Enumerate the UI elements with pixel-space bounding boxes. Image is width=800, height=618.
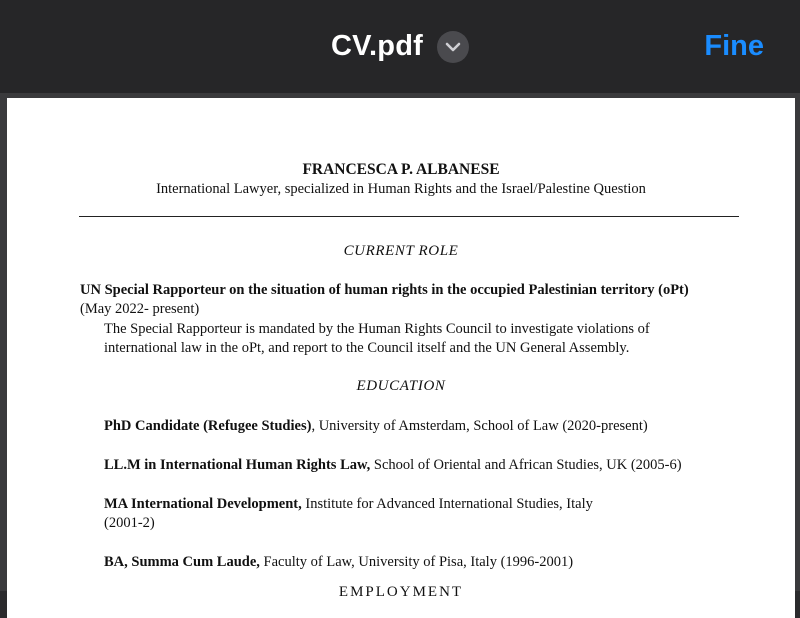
section-heading-employment: EMPLOYMENT [338,584,464,600]
education-detail: School of Oriental and African Studies, UK (2005-6) [370,457,682,473]
education-item [104,418,648,435]
role-description-line1: The Special Rapporteur is mandated by the Human Rights Council to investigate violations of [104,321,650,337]
education-detail: , University of Amsterdam, School of Law (2020-present) [311,418,648,434]
education-detail: Institute for Advanced International Studies, Italy [301,496,593,512]
education-item [104,554,573,571]
file-title[interactable]: CV.pdf [331,30,423,62]
education-item [104,457,682,474]
education-degree: PhD Candidate (Refugee Studies) [104,418,312,434]
chevron-down-icon[interactable] [437,31,469,63]
role-title: UN Special Rapporteur on the situation of human rights in the occupied Palestinian territory (oPt) [80,282,689,298]
cv-name: FRANCESCA P. ALBANESE [302,161,500,178]
education-degree: LL.M in International Human Rights Law, [104,457,371,473]
top-bar [0,0,800,93]
divider [79,216,739,217]
title-group[interactable] [0,30,800,63]
done-button[interactable]: Fine [704,30,764,62]
role-description-line2: international law in the oPt, and report to the Council itself and the UN General Assembly. [104,340,630,356]
education-item [104,496,593,513]
section-heading-current-role: CURRENT ROLE [343,243,459,259]
role-dates: (May 2022- present) [80,301,200,317]
education-detail-line2: (2001-2) [104,515,155,531]
document-viewer[interactable] [0,93,800,600]
education-degree: BA, Summa Cum Laude, [104,554,260,570]
pdf-page [7,98,795,618]
section-heading-education: EDUCATION [356,378,446,394]
cv-subtitle: International Lawyer, specialized in Human Rights and the Israel/Palestine Question [156,181,646,197]
education-degree: MA International Development, [104,496,302,512]
education-detail: Faculty of Law, University of Pisa, Italy (1996-2001) [259,554,574,570]
